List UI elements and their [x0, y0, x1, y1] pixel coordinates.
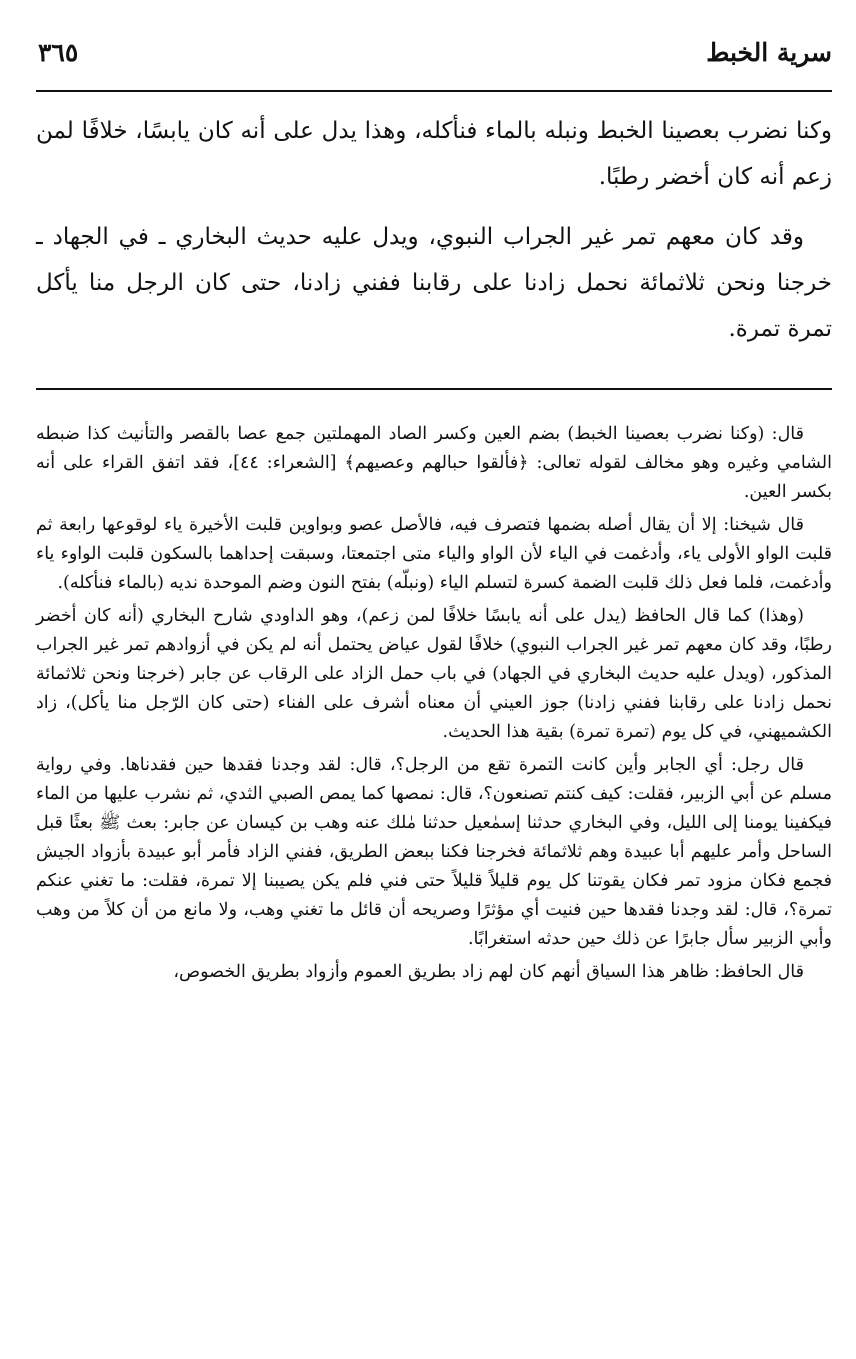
book-page: [36, 38, 832, 982]
commentary: [36, 420, 832, 991]
footnote-divider: [36, 388, 832, 390]
main-paragraph-1: وكنا نضرب بعصينا الخبط ونبله بالماء فنأكله، وهذا يدل على أنه كان يابسًا، خلافًا لمن زعم أنه كان أخضر رطبًا.: [36, 118, 832, 190]
running-title: سرية الخبط: [706, 38, 832, 67]
commentary-paragraph-1: قال: (وكنا نضرب بعصينا الخبط) بضم العين وكسر الصاد المهملتين جمع عصا بالقصر والتأنيث كذا ضبطه الشامي وغيره وهو مخالف لقوله تعالى: ﴿فألقوا حبالهم وعصيهم﴾ [الشعراء: ٤٤]، فقد اتفق القراء على أنه بكسر العين.: [36, 424, 832, 502]
main-paragraph-2: وقد كان معهم تمر غير الجراب النبوي، ويدل عليه حديث البخاري ـ في الجهاد ـ خرجنا ونحن ثلاثمائة نحمل زادنا على رقابنا ففني زادنا، حتى كان الرجل منا يأكل تمرة تمرة.: [36, 224, 832, 342]
commentary-paragraph-2: قال شيخنا: إلا أن يقال أصله بضمها فتصرف فيه، فالأصل عصو وبواوين قلبت الأخيرة ياء لوقوعها رابعة ثم قلبت الواو الأولى ياء، وأدغمت في الياء لأن الواو والياء متى اجتمعتا، وسبقت إحداهما بالسكون قلبت الواوء ياء وأدغمت، فلما فعل ذلك قلبت الضمة كسرة لتسلم الياء (ونبلّه) بفتح النون وضم الموحدة نديه (بالماء فنأكله).: [36, 515, 832, 593]
page-header: [36, 38, 832, 82]
commentary-paragraph-3: (وهذا) كما قال الحافظ (يدل على أنه يابسًا خلافًا لمن زعم)، وهو الداودي شارح البخاري (أنه كان أخضر رطبًا، وقد كان معهم تمر غير الجراب النبوي) خلافًا لقول عياض يحتمل أنه لم يكن في أزوادهم تمر غير الجراب المذكور، (ويدل عليه حديث البخاري في الجهاد) في باب حمل الزاد على الرقاب عن جابر (خرجنا ونحن ثلاثمائة نحمل زادنا على رقابنا ففني زادنا) جوز العيني أن معناه أشرف على الفناء (حتى كان الرّجل منا يأكل)، زاد الكشميهني، في كل يوم (تمرة تمرة) بقية هذا الحديث.: [36, 606, 832, 742]
main-text: [36, 108, 832, 366]
commentary-paragraph-5: قال الحافظ: ظاهر هذا السياق أنهم كان لهم زاد بطريق العموم وأزواد بطريق الخصوص،: [173, 962, 804, 982]
commentary-paragraph-4: قال رجل: أي الجابر وأين كانت التمرة تقع من الرجل؟، قال: لقد وجدنا فقدها حين فقدناها. وفي رواية مسلم عن أبي الزبير، فقلت: كيف كنتم تصنعون؟، قال: نمصها كما يمص الصبي الثدي، ثم نشرب عليها من الماء فيكفينا يومنا إلى الليل، وفي البخاري حدثنا إسمٰعيل حدثنا مٰلك عنه وهب بن كيسان عن جابر: بعث ﷺ بعثًا قبل الساحل وأمر عليهم أبا عبيدة وهم ثلاثمائة فخرجنا فكنا ببعض الطريق، ففني الزاد فأمر أبو عبيدة بأزواد الجيش فجمع فكان مزود تمر فكان يقوتنا كل يوم قليلاً قليلاً حتى فني فلم يكن يصيبنا إلا تمرة، فقلت: ما تغني عنكم تمرة؟، قال: لقد وجدنا فقدها حين فنيت أي مؤثرًا وصريحه أن قائل ما تغني وهب، ولا مانع من أن كلاً من وهب وأبي الزبير سأل جابرًا عن ذلك حين حدثه استغرابًا.: [36, 755, 832, 949]
header-divider: [36, 90, 832, 92]
page-number: ٣٦٥: [38, 38, 79, 67]
